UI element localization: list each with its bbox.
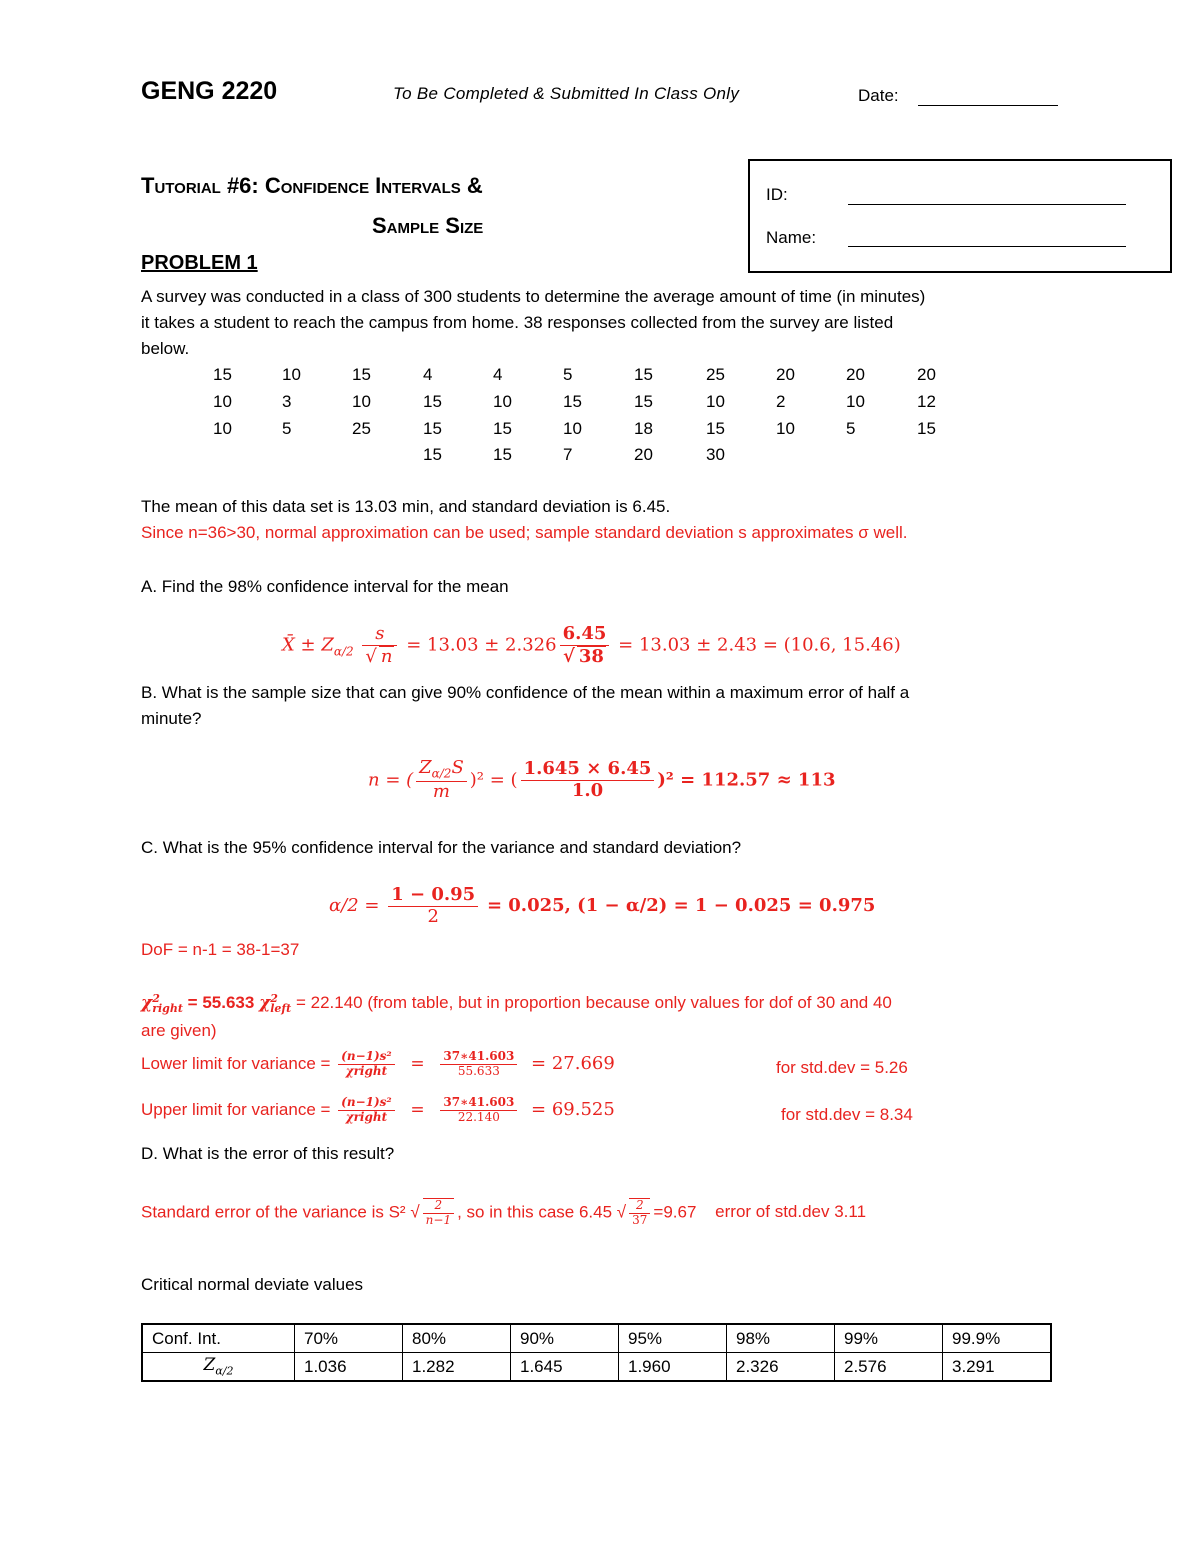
data-value: 10 — [706, 392, 725, 411]
data-value: 10 — [213, 392, 232, 411]
date-field[interactable] — [918, 86, 1058, 106]
data-value: 10 — [776, 419, 795, 438]
data-value: 25 — [352, 419, 371, 438]
upper-std-dev: for std.dev = 8.34 — [781, 1105, 913, 1124]
data-value: 15 — [634, 392, 653, 411]
part-b-question-line2: minute? — [141, 709, 202, 728]
data-value: 30 — [706, 445, 725, 464]
table-header-cell: 99.9% — [943, 1324, 1052, 1353]
data-value: 5 — [563, 365, 573, 384]
alpha-equation: α/2 = $\frac{1 - 0.95}{2}$ = 0.025, (1 − α/2) = 1 − 0.025 = 0.975 — [329, 884, 876, 927]
normal-approx-note: Since n=36>30, normal approximation can be used; sample standard deviation s approximates σ well. — [141, 523, 908, 542]
data-value: 10 — [493, 392, 512, 411]
data-value: 15 — [423, 419, 442, 438]
tutorial-title-line2: Sample Size — [372, 213, 484, 238]
data-value: 15 — [213, 365, 232, 384]
data-value: 3 — [282, 392, 292, 411]
data-value: 20 — [846, 365, 865, 384]
standard-error-line: Standard error of the variance is S² √ $\frac{2}{n-1}$ , so in this case 6.45 √ $\frac{2}{37}$ =9.67 error of std.dev 3.11 — [141, 1198, 867, 1227]
intro-line-3: below. — [141, 339, 190, 358]
data-value: 15 — [917, 419, 936, 438]
data-value: 4 — [423, 365, 433, 384]
part-a-equation: X̄ ± $Z_{\alpha/2}$ $\frac{s}{√ n}$ = 13.03 ± 2.326 $\frac{6.45}{√ 38}$ = 13.03 ± 2.43 = (10.6, 15.46) — [282, 623, 901, 667]
part-a-question: A. Find the 98% confidence interval for the mean — [141, 577, 509, 596]
data-value: 15 — [563, 392, 582, 411]
table-caption: Critical normal deviate values — [141, 1275, 364, 1294]
data-value: 2 — [776, 392, 786, 411]
part-b-question-line1: B. What is the sample size that can give 90% confidence of the mean within a maximum error of half a — [141, 683, 910, 702]
name-label: Name: — [766, 228, 817, 247]
data-value: 10 — [352, 392, 371, 411]
part-c-question: C. What is the 95% confidence interval for the variance and standard deviation? — [141, 838, 742, 857]
data-value: 5 — [846, 419, 856, 438]
data-value: 10 — [282, 365, 301, 384]
data-value: 20 — [776, 365, 795, 384]
z-value-cell: 2.576 — [835, 1353, 943, 1382]
data-value: 10 — [846, 392, 865, 411]
z-value-cell: 3.291 — [943, 1353, 1052, 1382]
table-header-cell: 98% — [727, 1324, 835, 1353]
data-value: 15 — [352, 365, 371, 384]
data-value: 5 — [282, 419, 292, 438]
upper-limit-line: Upper limit for variance = $\frac{\text{(n−1)s²}}{\text{χright}}$ = $\frac{37∗41.603}{22.140}$ = 69.525 — [141, 1095, 615, 1124]
z-value-cell: 1.645 — [511, 1353, 619, 1382]
z-value-cell: 1.036 — [295, 1353, 403, 1382]
table-header-cell: 99% — [835, 1324, 943, 1353]
table-header-cell: 80% — [403, 1324, 511, 1353]
intro-line-1: A survey was conducted in a class of 300 students to determine the average amount of time (in minutes) — [141, 287, 926, 306]
critical-values-table — [141, 1323, 1052, 1382]
data-value: 7 — [563, 445, 573, 464]
dof-line: DoF = n-1 = 38-1=37 — [141, 940, 300, 959]
name-field[interactable] — [848, 225, 1126, 247]
data-value: 18 — [634, 419, 653, 438]
data-value: 15 — [706, 419, 725, 438]
data-value: 15 — [493, 419, 512, 438]
data-value: 15 — [634, 365, 653, 384]
table-header-cell: 90% — [511, 1324, 619, 1353]
data-value: 15 — [493, 445, 512, 464]
data-value: 10 — [563, 419, 582, 438]
id-field[interactable] — [848, 183, 1126, 205]
problem-heading: PROBLEM 1 — [141, 252, 258, 274]
chi-square-line: χ 2 right = 55.633 χ 2 left = 22.140 (from table, but in proportion because only values for dof of 30 and 40 — [141, 991, 892, 1015]
table-header-cell: 95% — [619, 1324, 727, 1353]
date-label: Date: — [858, 86, 899, 105]
table-z-row — [142, 1353, 1051, 1382]
lower-limit-line: Lower limit for variance = $\frac{\text{(n−1)s²}}{\text{χright}}$ = $\frac{37∗41.603}{55.633}$ = 27.669 — [141, 1049, 615, 1078]
data-value: 25 — [706, 365, 725, 384]
part-d-question: D. What is the error of this result? — [141, 1144, 395, 1163]
z-value-cell: 1.960 — [619, 1353, 727, 1382]
mean-sentence: The mean of this data set is 13.03 min, and standard deviation is 6.45. — [141, 497, 671, 516]
data-value: 4 — [493, 365, 503, 384]
data-value: 15 — [423, 445, 442, 464]
data-value: 10 — [213, 419, 232, 438]
submission-note: To Be Completed & Submitted In Class Only — [393, 84, 740, 103]
data-value: 20 — [634, 445, 653, 464]
table-header-cell: Conf. Int. — [142, 1324, 295, 1353]
table-header-row — [142, 1324, 1051, 1353]
data-value: 12 — [917, 392, 936, 411]
id-label: ID: — [766, 185, 788, 204]
part-b-equation: n = ( $\frac{Z_{\alpha/2}S}{m}$ )² = ( $\frac{1.645 \times 6.45}{1.0}$ )² = 112.57 ≈ 113 — [368, 757, 836, 803]
z-value-cell: 2.326 — [727, 1353, 835, 1382]
id-name-box — [748, 159, 1172, 273]
course-code: GENG 2220 — [141, 77, 278, 105]
table-header-cell: 70% — [295, 1324, 403, 1353]
z-value-cell: 1.282 — [403, 1353, 511, 1382]
data-value: 20 — [917, 365, 936, 384]
z-label-cell: $Z_{\alpha/2}$ — [142, 1353, 295, 1382]
intro-line-2: it takes a student to reach the campus from home. 38 responses collected from the survey are listed — [141, 313, 894, 332]
chi-square-note-line2: are given) — [141, 1021, 217, 1040]
data-value: 15 — [423, 392, 442, 411]
lower-std-dev: for std.dev = 5.26 — [776, 1058, 908, 1077]
tutorial-title-line1: Tutorial #6: Confidence Intervals & — [141, 173, 483, 198]
